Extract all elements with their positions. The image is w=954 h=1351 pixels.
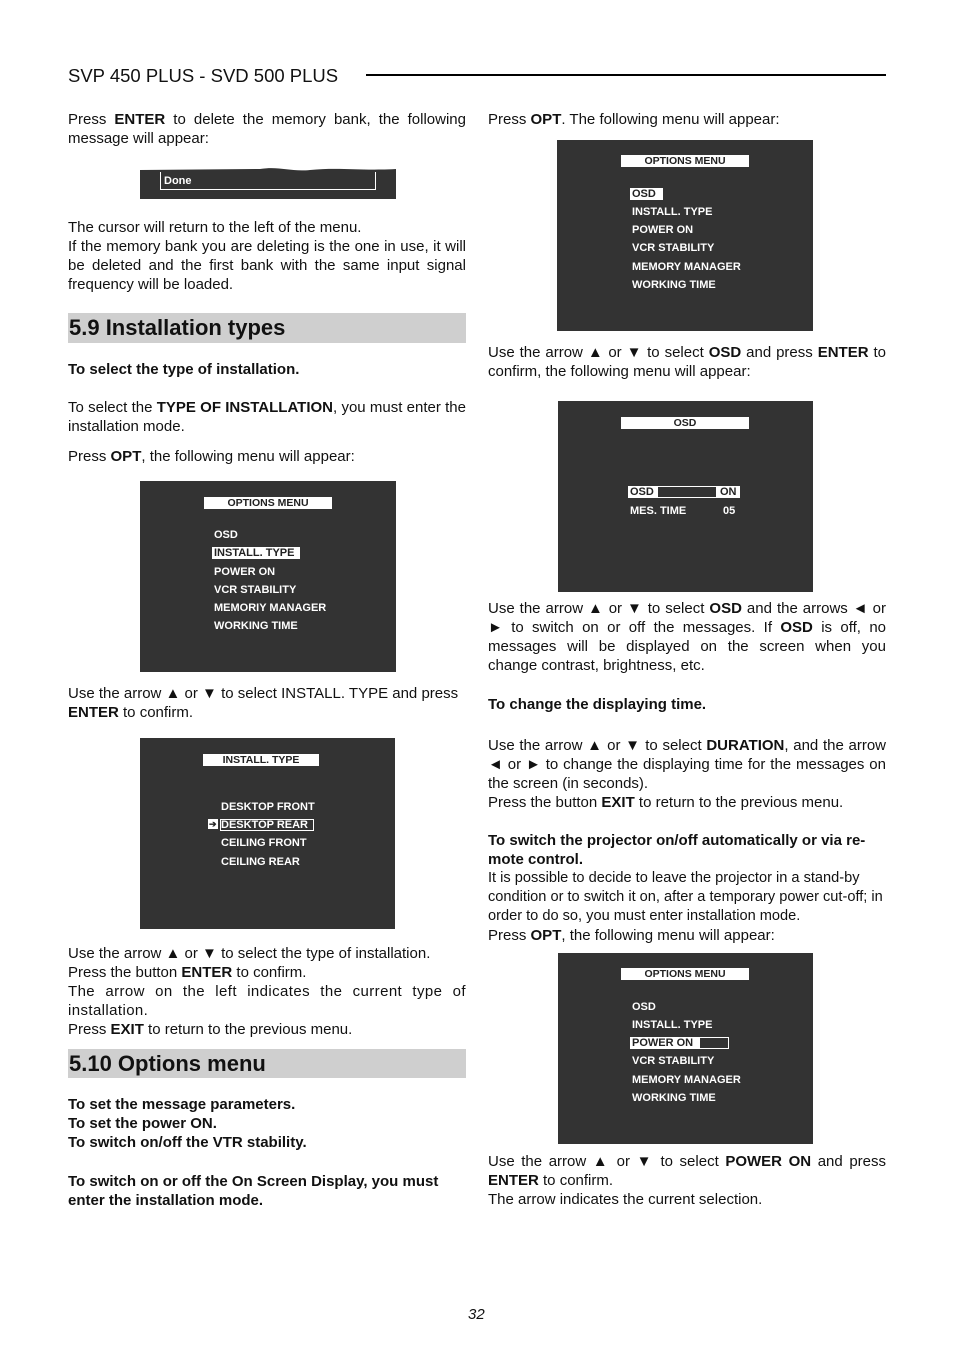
paragraph: Use the arrow ▲ or ▼ to select OSD and the arrows ◄ or ► to switch on or off the messages. If OSD is off, no messages will be displayed on the screen when you change contrast, brightness, etc. (488, 600, 887, 674)
options-menu-screen (557, 140, 813, 331)
menu-title-bar: OPTIONS MENU (621, 968, 749, 980)
paragraph: Press OPT, the following menu will appear: (488, 927, 775, 944)
done-screen (140, 165, 396, 199)
menu-item: OSD (632, 1001, 656, 1013)
osd-menu-screen (558, 401, 813, 592)
paragraph: Press EXIT to return to the previous menu. (68, 1021, 353, 1038)
menu-item: OSD (214, 529, 238, 541)
section-heading-installation-types: 5.9 Installation types (68, 313, 466, 343)
menu-item: OSD (632, 188, 656, 200)
osd-row-value: ON (720, 486, 737, 498)
document-header-title: SVP 450 PLUS - SVD 500 PLUS (68, 65, 339, 86)
paragraph: Press OPT. The following menu will appear: (488, 111, 780, 128)
paragraph: To select the TYPE OF INSTALLATION, you must enter the installation mode. (68, 399, 466, 435)
paragraph: Use the arrow ▲ or ▼ to select POWER ON and press ENTER to confirm. (488, 1153, 886, 1189)
menu-item: MEMORY MANAGER (632, 1074, 741, 1086)
menu-title-bar: OSD (621, 417, 749, 429)
menu-item: WORKING TIME (632, 279, 716, 291)
menu-item: VCR STABILITY (632, 1055, 715, 1067)
paragraph: The arrow on the left indicates the current type of installation. (68, 983, 466, 1019)
menu-item: DESKTOP REAR (221, 819, 309, 831)
menu-item: POWER ON (632, 1037, 694, 1049)
paragraph: Use the arrow ▲ or ▼ to select OSD and press ENTER to confirm, the following menu will appear: (488, 344, 886, 380)
options-menu-screen (558, 953, 813, 1144)
menu-item: CEILING REAR (221, 856, 300, 868)
menu-item: INSTALL. TYPE (214, 547, 295, 559)
paragraph: Use the arrow ▲ or ▼ to select the type of installation. (68, 945, 431, 962)
right-column (488, 110, 886, 1209)
paragraph: If the memory bank you are deleting is the one in use, it will be deleted and the first bank with the same input signal frequency will be loaded. (68, 238, 466, 293)
menu-item: VCR STABILITY (632, 242, 715, 254)
install-type-screen (140, 738, 395, 929)
paragraph: The cursor will return to the left of the menu. (68, 219, 362, 236)
paragraph: Press OPT, the following menu will appear: (68, 448, 355, 465)
mes-time-value: 05 (723, 505, 736, 517)
menu-item: POWER ON (632, 224, 694, 236)
subheading: To select the type of installation. (68, 361, 300, 378)
subheading: To switch on or off the On Screen Display, you must enter the installation mode. (68, 1173, 439, 1209)
paragraph: Use the arrow ▲ or ▼ to select INSTALL. TYPE and press ENTER to confirm. (68, 685, 459, 721)
section-heading-options-menu: 5.10 Options menu (68, 1049, 466, 1078)
menu-title-bar: OPTIONS MENU (621, 155, 749, 167)
header-rule (366, 74, 886, 76)
subheading: To set the power ON. (68, 1115, 217, 1132)
subheading: To switch on/off the VTR stability. (68, 1134, 307, 1151)
mes-time-label: MES. TIME (630, 505, 687, 517)
paragraph: Press the button EXIT to return to the previous menu. (488, 794, 844, 811)
subheading: To set the message parameters. (68, 1096, 296, 1113)
page-number: 32 (468, 1306, 485, 1323)
done-box (160, 172, 376, 190)
options-menu-screen (140, 481, 396, 672)
menu-item: WORKING TIME (632, 1092, 716, 1104)
menu-title-bar: INSTALL. TYPE (203, 754, 319, 766)
menu-item: POWER ON (214, 566, 276, 578)
menu-item: INSTALL. TYPE (632, 1019, 713, 1031)
menu-title-bar: OPTIONS MENU (204, 497, 332, 509)
menu-item: VCR STABILITY (214, 584, 297, 596)
paragraph: The arrow indicates the current selection. (488, 1191, 763, 1208)
menu-item: CEILING FRONT (221, 837, 307, 849)
current-selection-arrow-icon: ➔ (209, 819, 217, 829)
subheading: To switch the projector on/off automatically or via re-mote control. (488, 832, 866, 868)
menu-item: INSTALL. TYPE (632, 206, 713, 218)
paragraph: It is possible to decide to leave the projector in a stand-by condition or to switch it on, after a temporary power cut-off; in order to do so, you must enter installation mode. (488, 870, 883, 924)
menu-item: DESKTOP FRONT (221, 801, 315, 813)
left-column (68, 110, 466, 1210)
paragraph: Use the arrow ▲ or ▼ to select DURATION, and the arrow ◄ or ► to change the displaying time for the messages on the screen (in seconds). (488, 737, 886, 792)
menu-item: MEMORY MANAGER (632, 261, 741, 273)
done-label: Done (164, 175, 192, 187)
paragraph: Press ENTER to delete the memory bank, the following message will appear: (68, 111, 466, 147)
paragraph: Press the button ENTER to confirm. (68, 964, 307, 981)
osd-row-label: OSD (630, 486, 654, 498)
menu-item: WORKING TIME (214, 620, 298, 632)
menu-item: MEMORIY MANAGER (214, 602, 327, 614)
subheading: To change the displaying time. (488, 696, 707, 713)
